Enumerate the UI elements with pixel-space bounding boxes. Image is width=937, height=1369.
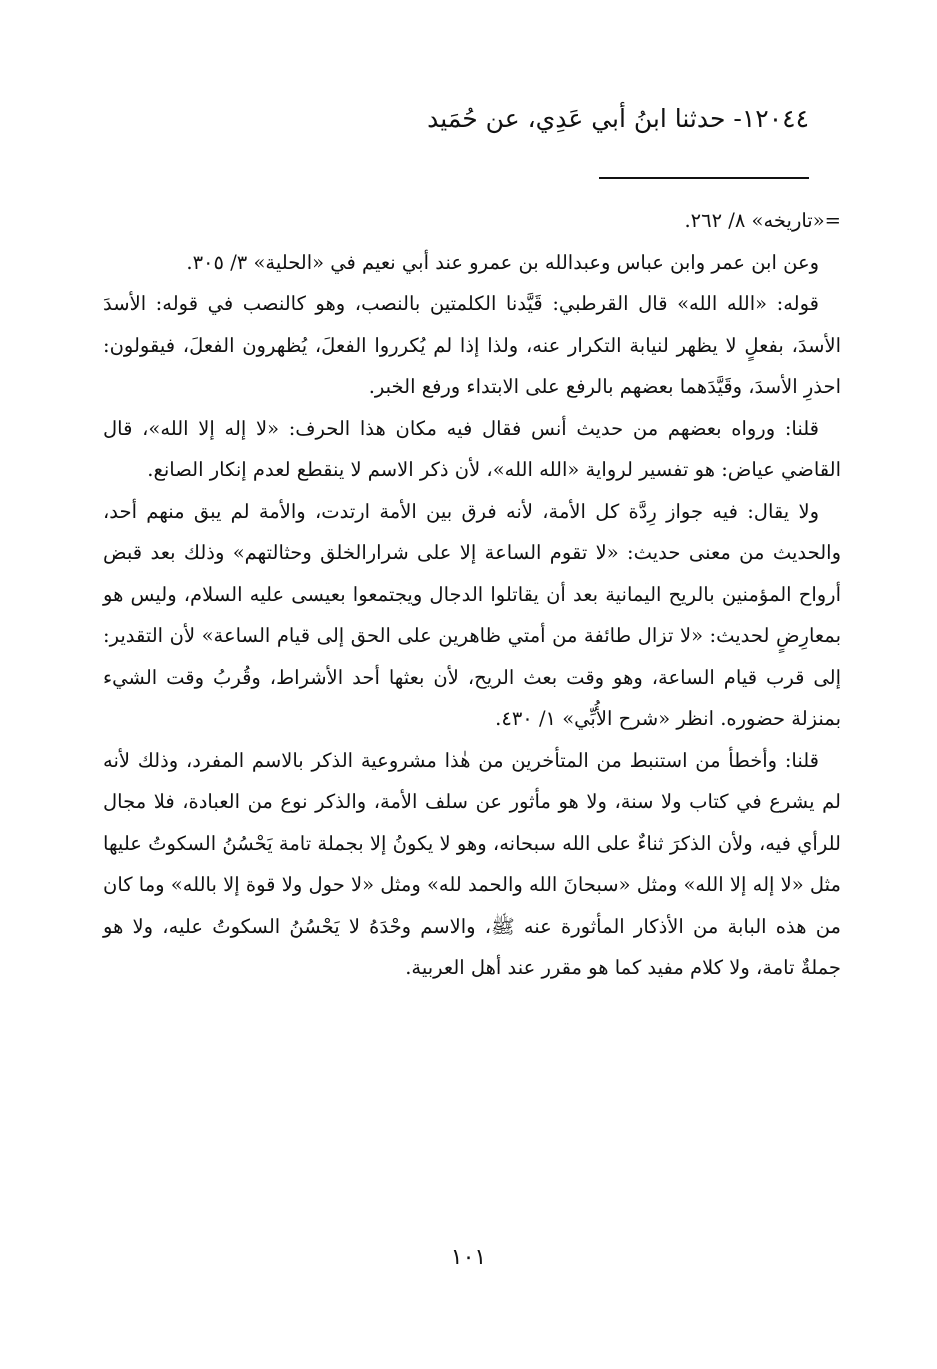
footnote-continuation: =«تاريخه» ٨/ ٢٦٢. [684,209,841,232]
footnotes-section [103,200,841,989]
footnote-paragraph-hilya: وعن ابن عمر وابن عباس وعبدالله بن عمرو عند أبي نعيم في «الحلية» ٣/ ٣٠٥. [186,250,819,274]
footnote-paragraph-ridda: ولا يقال: فيه جواز رِدَّة كل الأمة، لأنه فرق بين الأمة ارتدت، والأمة لم يبق منهم أحد، والحديث من معنى حديث: «لا تقوم الساعة إلا على شرارالخلق وحثالتهم» وذلك بعد قبض أرواح المؤمنين بالريح اليمانية بعد أن يقاتلوا الدجال ويجتمعوا بعيسى عليه السلام، وليس هو بمعارِضٍ لحديث: «لا تزال طائفة من أمتي ظاهرين على الحق إلى قيام الساعة» لأن التقدير: إلى قرب قيام الساعة، وهو وقت بعث الريح، لأن بعثها أحد الأشراط، وقُربُ وقت الشيء بمنزلة حضوره. انظر «شرح الأُبِّي» ١/ ٤٣٠. [103,499,841,730]
hadith-heading: ١٢٠٤٤- حدثنا ابنُ أبي عَدِي، عن حُمَيد [427,104,809,133]
footnote-separator [599,177,809,179]
footnote-paragraph-dhikr: قلنا: وأخطأ من استنبط من المتأخرين من هٰذا مشروعية الذكر بالاسم المفرد، وذلك لأنه لم يشرع في كتاب ولا سنة، ولا هو مأثور عن سلف الأمة، والذكر نوع من العبادة، فلا مجال للرأي فيه، ولأن الذكرَ ثناءٌ على الله سبحانه، وهو لا يكونُ إلا بجملة تامة يَحْسُنُ السكوتُ عليها مثل «لا إله إلا الله» ومثل «سبحانَ الله والحمد لله» ومثل «لا حول ولا قوة إلا بالله» وما كان من هذه البابة من الأذكار المأثورة عنه ﷺ، والاسم وحْدَهُ لا يَحْسُنُ السكوتُ عليه، ولا هو جملةٌ تامة، ولا كلام مفيد كما هو مقرر عند أهل العربية. [103,748,841,979]
page-number: ١٠١ [450,1245,487,1270]
footnote-paragraph-anas: قلنا: ورواه بعضهم من حديث أنس فقال فيه مكان هذا الحرف: «لا إله إلا الله»، قال القاضي عياض: هو تفسير لرواية «الله الله»، لأن ذكر الاسم لا ينقطع لعدم إنكار الصانع. [103,416,841,481]
footnote-paragraph-qurtubi: قوله: «الله الله» قال القرطبي: قَيَّدنا الكلمتين بالنصب، وهو كالنصب في قوله: الأسدَ الأسدَ، بفعلٍ لا يظهر لنيابة التكرار عنه، ولذا إذا لم يُكرروا الفعلَ، يُظهرون الفعلَ، فيقولون: احذرِ الأسدَ، وقَيَّدَهما بعضهم بالرفع على الابتداء ورفع الخبر. [103,292,841,398]
